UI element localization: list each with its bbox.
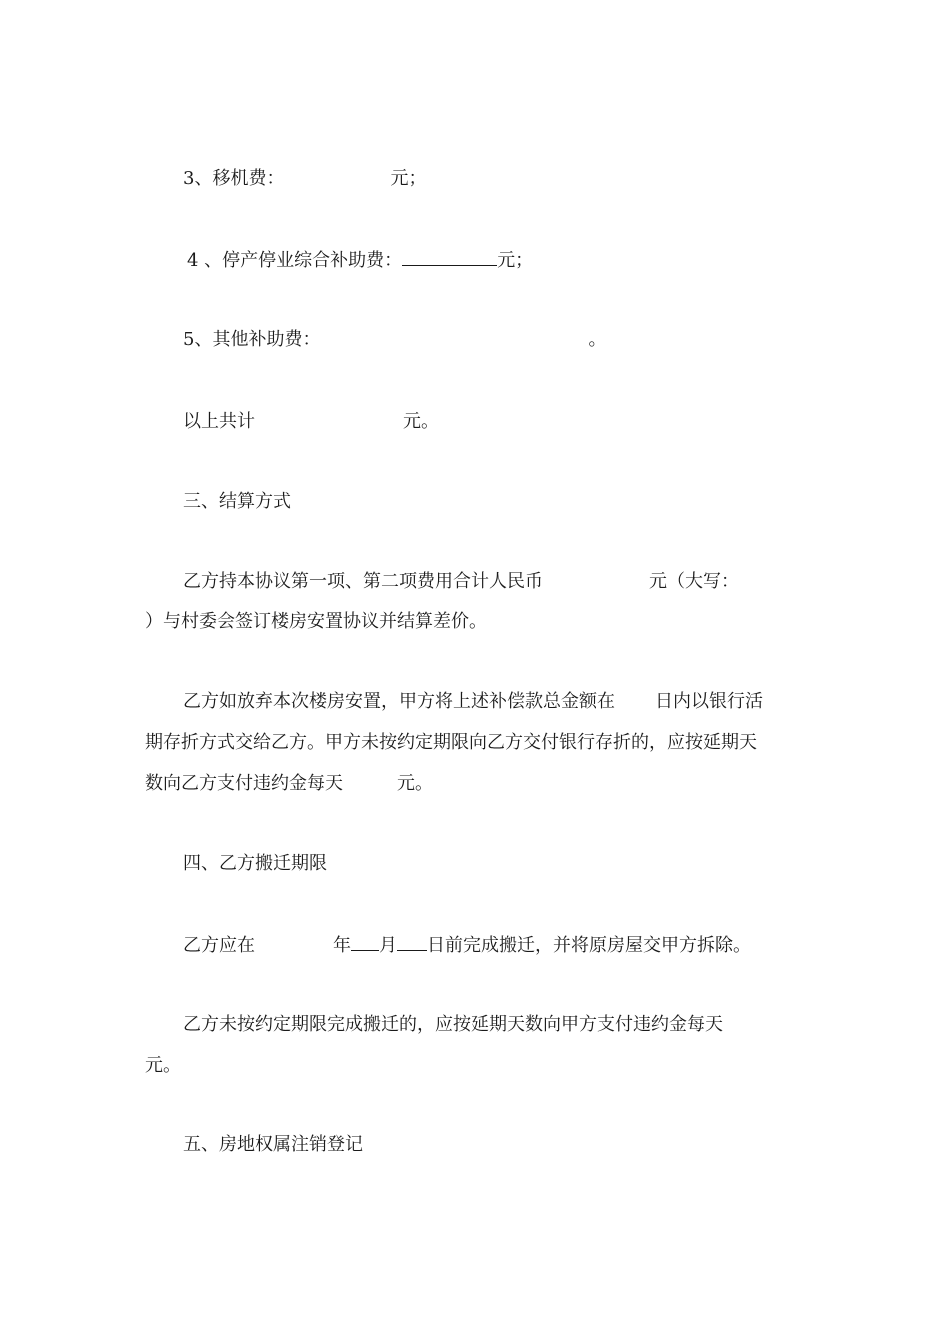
- item-4-line: [187, 247, 533, 273]
- item-3-line: [183, 167, 426, 191]
- section-3-p2-line1: [183, 690, 763, 714]
- section-4-blank-day: [397, 932, 427, 951]
- section-4-p2-line2: 元。: [145, 1055, 181, 1076]
- section-4-p1-text-d: 日前完成搬迁，并将原房屋交甲方拆除。: [427, 935, 751, 956]
- section-4-month-label: 月: [379, 935, 397, 956]
- item-4-blank: [402, 247, 497, 266]
- section-3-p1-line1: [183, 570, 739, 594]
- item-3-unit: 元；: [390, 168, 427, 189]
- section-4-heading: 四、乙方搬迁期限: [183, 853, 327, 874]
- section-5-heading: 五、房地权属注销登记: [183, 1134, 363, 1155]
- section-3-heading: 三、结算方式: [183, 491, 291, 512]
- section-3-p2-text-a: 乙方如放弃本次楼房安置，甲方将上述补偿款总金额在: [183, 691, 615, 712]
- total-unit: 元。: [403, 411, 439, 432]
- section-3-p2-text-d: 数向乙方支付违约金每天: [145, 773, 343, 794]
- item-3-label: 3、移机费：: [183, 168, 285, 189]
- section-4-p1-text-a: 乙方应在: [183, 935, 255, 956]
- total-label: 以上共计: [183, 411, 255, 432]
- section-3-p2-line2: 期存折方式交给乙方。甲方未按约定期限向乙方交付银行存折的，应按延期天: [145, 732, 757, 753]
- section-4-blank-month: [351, 932, 379, 951]
- item-5-end: 。: [588, 329, 607, 350]
- section-3-p2-text-b: 日内以银行活: [655, 691, 763, 712]
- item-5-label: 5、其他补助费：: [183, 329, 321, 350]
- section-3-p1-text-a: 乙方持本协议第一项、第二项费用合计人民币: [183, 571, 543, 592]
- item-4-unit: 元；: [497, 250, 534, 271]
- section-4-year-label: 年: [333, 935, 351, 956]
- total-line: [183, 410, 439, 434]
- section-3-p2-line3: [145, 772, 433, 796]
- section-3-p1-line2: ）与村委会签订楼房安置协议并结算差价。: [145, 611, 487, 632]
- section-3-p1-text-b: 元（大写：: [649, 571, 739, 592]
- section-4-p1-line: [183, 932, 751, 958]
- item-4-label: 4 、停产停业综合补助费：: [187, 250, 403, 271]
- item-5-line: [183, 328, 606, 352]
- section-3-p2-text-e: 元。: [397, 773, 433, 794]
- section-4-p2-line1: 乙方未按约定期限完成搬迁的，应按延期天数向甲方支付违约金每天: [183, 1014, 723, 1035]
